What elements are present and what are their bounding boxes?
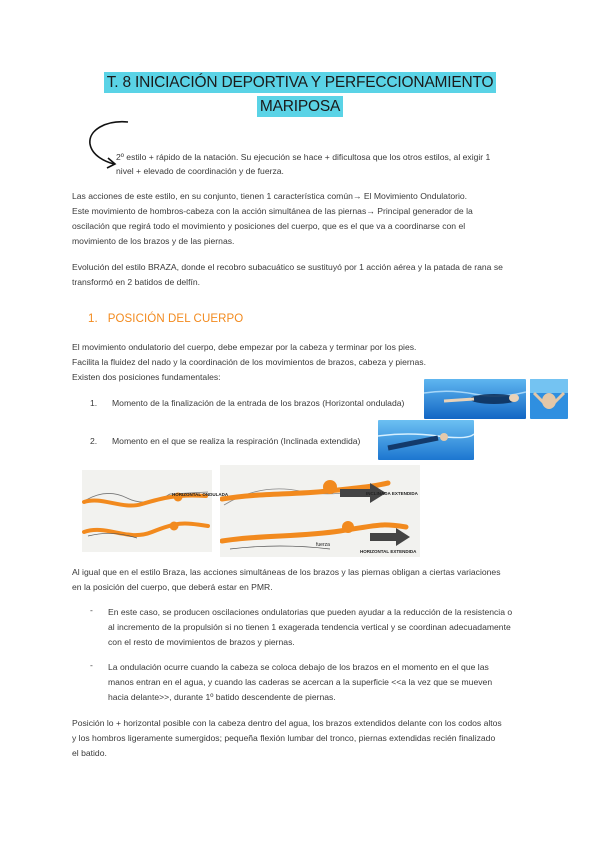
bullet-line: al incremento de la propulsión si no tienen 1 exagerada tendencia vertical y se coordinan adecuadamente <box>108 622 511 632</box>
list-item: 1. Momento de la finalización de la entrada de los brazos (Horizontal ondulada) <box>90 398 405 408</box>
bullet-line: manos entran en el agua, y cuando las caderas se acercan a la superficie <<a la vez que se mueven <box>108 677 493 687</box>
para5-line: y los hombros ligeramente sumergidos; pequeña flexión lumbar del tronco, piernas extendidas recién finalizado <box>72 733 496 743</box>
para3-line: Facilita la fluidez del nado y la coordinación de los movimientos de brazos, cabeza y piernas. <box>72 357 426 367</box>
intro-line2: nivel + elevado de coordinación y de fuerza. <box>116 166 284 176</box>
figure-label: INCLINADA EXTENDIDA <box>366 491 418 496</box>
para1-line: Este movimiento de hombros-cabeza con la acción simultánea de las piernas→ Principal generador de la <box>72 206 473 216</box>
bullet-line: hacia delante>>, durante 1º batido descendente de piernas. <box>108 692 336 702</box>
diagram-inclinada-extendida <box>220 465 420 557</box>
para5-line: el batido. <box>72 748 107 758</box>
para3-line: Existen dos posiciones fundamentales: <box>72 372 221 382</box>
para1-line: Las acciones de este estilo, en su conjunto, tienen 1 característica común→ El Movimiento Ondulatorio. <box>72 191 468 201</box>
figure-label: fuerza <box>316 542 330 548</box>
page-title-line1: T. 8 INICIACIÓN DEPORTIVA Y PERFECCIONAMIENTO <box>0 74 600 92</box>
para4-line: Al igual que en el estilo Braza, las acciones simultáneas de los brazos y las piernas obligan a ciertas variaciones <box>72 567 501 577</box>
para2-line: Evolución del estilo BRAZA, donde el recobro subacuático se sustituyó por 1 acción aérea y la patada de rana se <box>72 262 503 272</box>
para5-line: Posición lo + horizontal posible con la cabeza dentro del agua, los brazos extendidos delante con los codos altos <box>72 718 502 728</box>
para4-line: en la posición del cuerpo, que deberá estar en PMR. <box>72 582 273 592</box>
para3-line: El movimiento ondulatorio del cuerpo, debe empezar por la cabeza y terminar por los pies. <box>72 342 417 352</box>
figure-label: HORIZONTAL ONDULADA <box>172 492 229 497</box>
diagram-horizontal-ondulada <box>82 470 212 552</box>
bullet-line: con el resto de movimientos de brazos y piernas. <box>108 637 295 647</box>
page-title-line2: MARIPOSA <box>0 98 600 116</box>
bullet-dash: - <box>90 605 93 615</box>
para2-line: transformó en 2 batidos de delfín. <box>72 277 201 287</box>
bullet-dash: - <box>90 660 93 670</box>
bullet-line: En este caso, se producen oscilaciones ondulatorias que pueden ayudar a la reducción de la resistencia o <box>108 607 513 617</box>
swimmer-photo-inclined <box>378 420 474 460</box>
swimmer-photo-horizontal <box>424 379 526 419</box>
figure-label: HORIZONTAL EXTENDIDA <box>360 549 417 554</box>
bullet-line: La ondulación ocurre cuando la cabeza se coloca debajo de los brazos en el momento en el que las <box>108 662 489 672</box>
swimmer-photo-front <box>530 379 568 419</box>
para1-line: oscilación que regirá todo el movimiento y posiciones del cuerpo, que es el que va a coordinarse con el <box>72 221 466 231</box>
para1-line: movimiento de los brazos y de las piernas. <box>72 236 235 246</box>
list-item: 2. Momento en el que se realiza la respiración (Inclinada extendida) <box>90 436 361 446</box>
intro-line1: 2º estilo + rápido de la natación. Su ejecución se hace + dificultosa que los otros estilos, al exigir 1 <box>116 152 491 162</box>
section-heading: 1. POSICIÓN DEL CUERPO <box>88 313 244 325</box>
